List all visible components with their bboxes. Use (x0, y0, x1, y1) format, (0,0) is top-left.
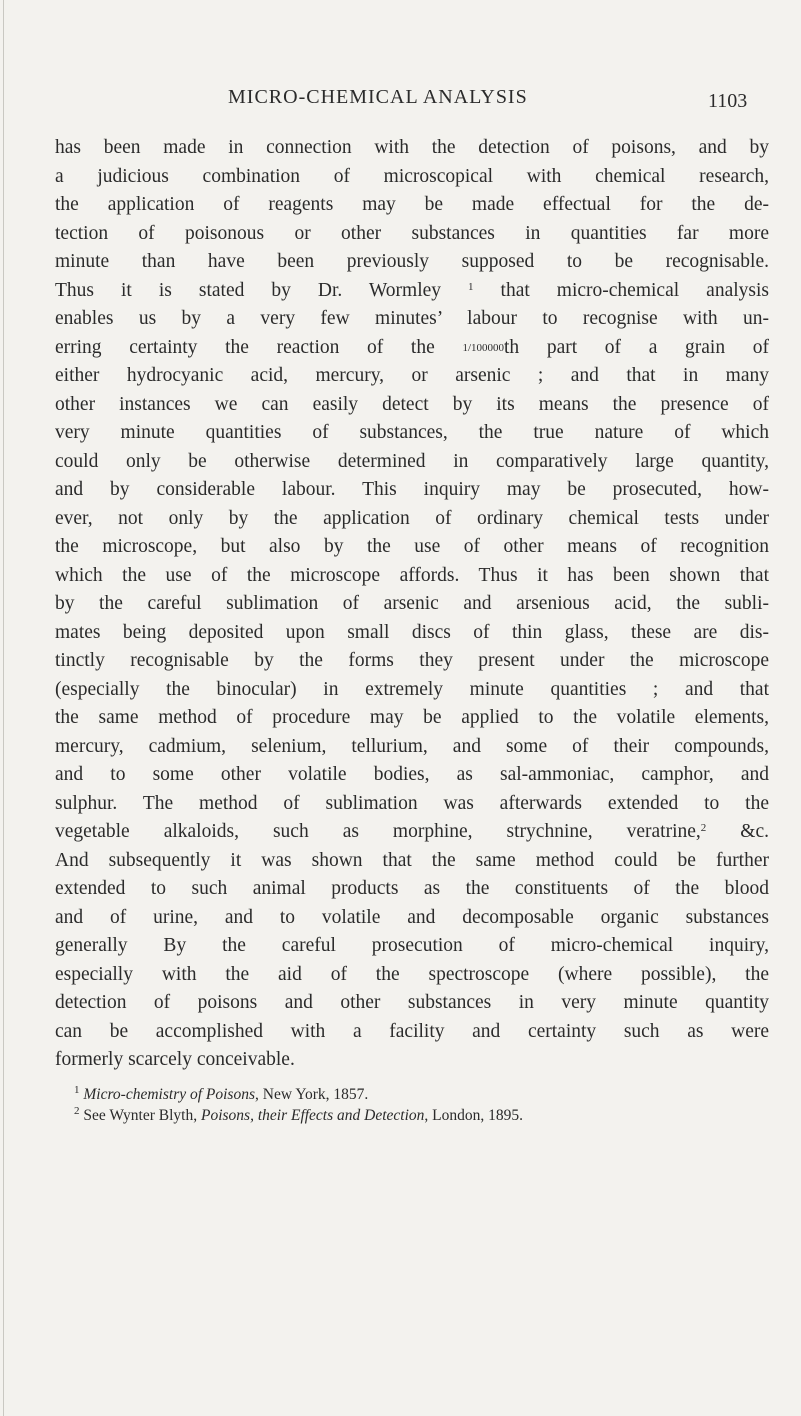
page-edge-divider (3, 0, 4, 1416)
text-line: enables us by a very few minutes’ labour to recognise with un- (55, 308, 769, 329)
footnote-text: , London, 1895. (424, 1107, 523, 1124)
text-line: mercury, cadmium, selenium, tellurium, and some of their compounds, (55, 735, 769, 757)
text-line: generally By the careful prosecution of micro-chemical inquiry, (55, 935, 769, 956)
text-segment: th part of a grain of (504, 336, 769, 358)
text-line: mates being deposited upon small discs of thin glass, these are dis- (55, 621, 769, 643)
footnote (74, 1105, 774, 1126)
text-line: which the use of the microscope affords. Thus it has been shown that (55, 564, 769, 586)
text-line: formerly scarcely conceivable. (55, 1049, 295, 1070)
text-segment: vegetable alkaloids, such as morphine, strychnine, veratrine, (55, 821, 701, 842)
running-title: MICRO-CHEMICAL ANALYSIS (228, 86, 528, 108)
text-line: can be accomplished with a facility and certainty such as were (55, 1020, 769, 1042)
text-line: detection of poisons and other substances in very minute quantity (55, 992, 769, 1013)
text-line: a judicious combination of microscopical with chemical research, (55, 165, 769, 187)
text-line: other instances we can easily detect by its means the presence of (55, 393, 769, 415)
footnote-title: Micro-chemistry of Poisons (83, 1086, 255, 1103)
text-line: And subsequently it was shown that the same method could be further (55, 849, 769, 871)
text-line: could only be otherwise determined in comparatively large quantity, (55, 450, 769, 472)
text-segment: Thus it is stated by Dr. Wormley (55, 279, 442, 301)
text-line: the microscope, but also by the use of other means of recognition (55, 536, 769, 557)
text-line: and by considerable labour. This inquiry may be prosecuted, how- (55, 479, 769, 500)
text-segment: &c. (740, 821, 769, 842)
footnote-ref: 2 (700, 822, 707, 834)
text-line: by the careful sublimation of arsenic and arsenious acid, the subli- (55, 593, 769, 614)
text-line: (especially the binocular) in extremely minute quantities ; and that (55, 678, 769, 700)
fraction: 1/100000 (462, 341, 504, 354)
text-line: tinctly recognisable by the forms they present under the microscope (55, 650, 769, 671)
text-segment: that micro-chemical analysis (500, 279, 769, 301)
text-segment: erring certainty the reaction of the (55, 336, 435, 358)
text-line: either hydrocyanic acid, mercury, or arsenic ; and that in many (55, 365, 769, 386)
text-line: extended to such animal products as the constituents of the blood (55, 878, 769, 899)
text-line: the application of reagents may be made effectual for the de- (55, 194, 769, 215)
text-line: especially with the aid of the spectroscope (where possible), the (55, 963, 769, 985)
footnote (74, 1084, 774, 1105)
body-paragraph (55, 134, 769, 1075)
text-line (55, 334, 769, 363)
footnote-text: , New York, 1857. (255, 1086, 369, 1103)
footnote-mark: 1 (74, 1084, 80, 1096)
text-line (55, 277, 769, 306)
text-line: very minute quantities of substances, the true nature of which (55, 422, 769, 443)
footnotes (74, 1084, 774, 1126)
text-line: sulphur. The method of sublimation was afterwards extended to the (55, 792, 769, 814)
footnote-ref: 1 (468, 280, 474, 293)
footnote-mark: 2 (74, 1105, 80, 1117)
text-line: tection of poisonous or other substances in quantities far more (55, 222, 769, 244)
footnote-title: Poisons, their Effects and Detection (200, 1107, 425, 1124)
text-line: and of urine, and to volatile and decomposable organic substances (55, 906, 769, 928)
text-line: ever, not only by the application of ordinary chemical tests under (55, 507, 769, 529)
text-line (55, 818, 769, 847)
footnote-text: See Wynter Blyth, (83, 1107, 201, 1124)
text-line: and to some other volatile bodies, as sal-ammoniac, camphor, and (55, 764, 769, 785)
text-line: minute than have been previously supposed to be recognisable. (55, 251, 769, 272)
text-line: has been made in connection with the detection of poisons, and by (55, 137, 769, 158)
text-line: the same method of procedure may be applied to the volatile elements, (55, 707, 769, 728)
page-number: 1103 (708, 90, 748, 112)
